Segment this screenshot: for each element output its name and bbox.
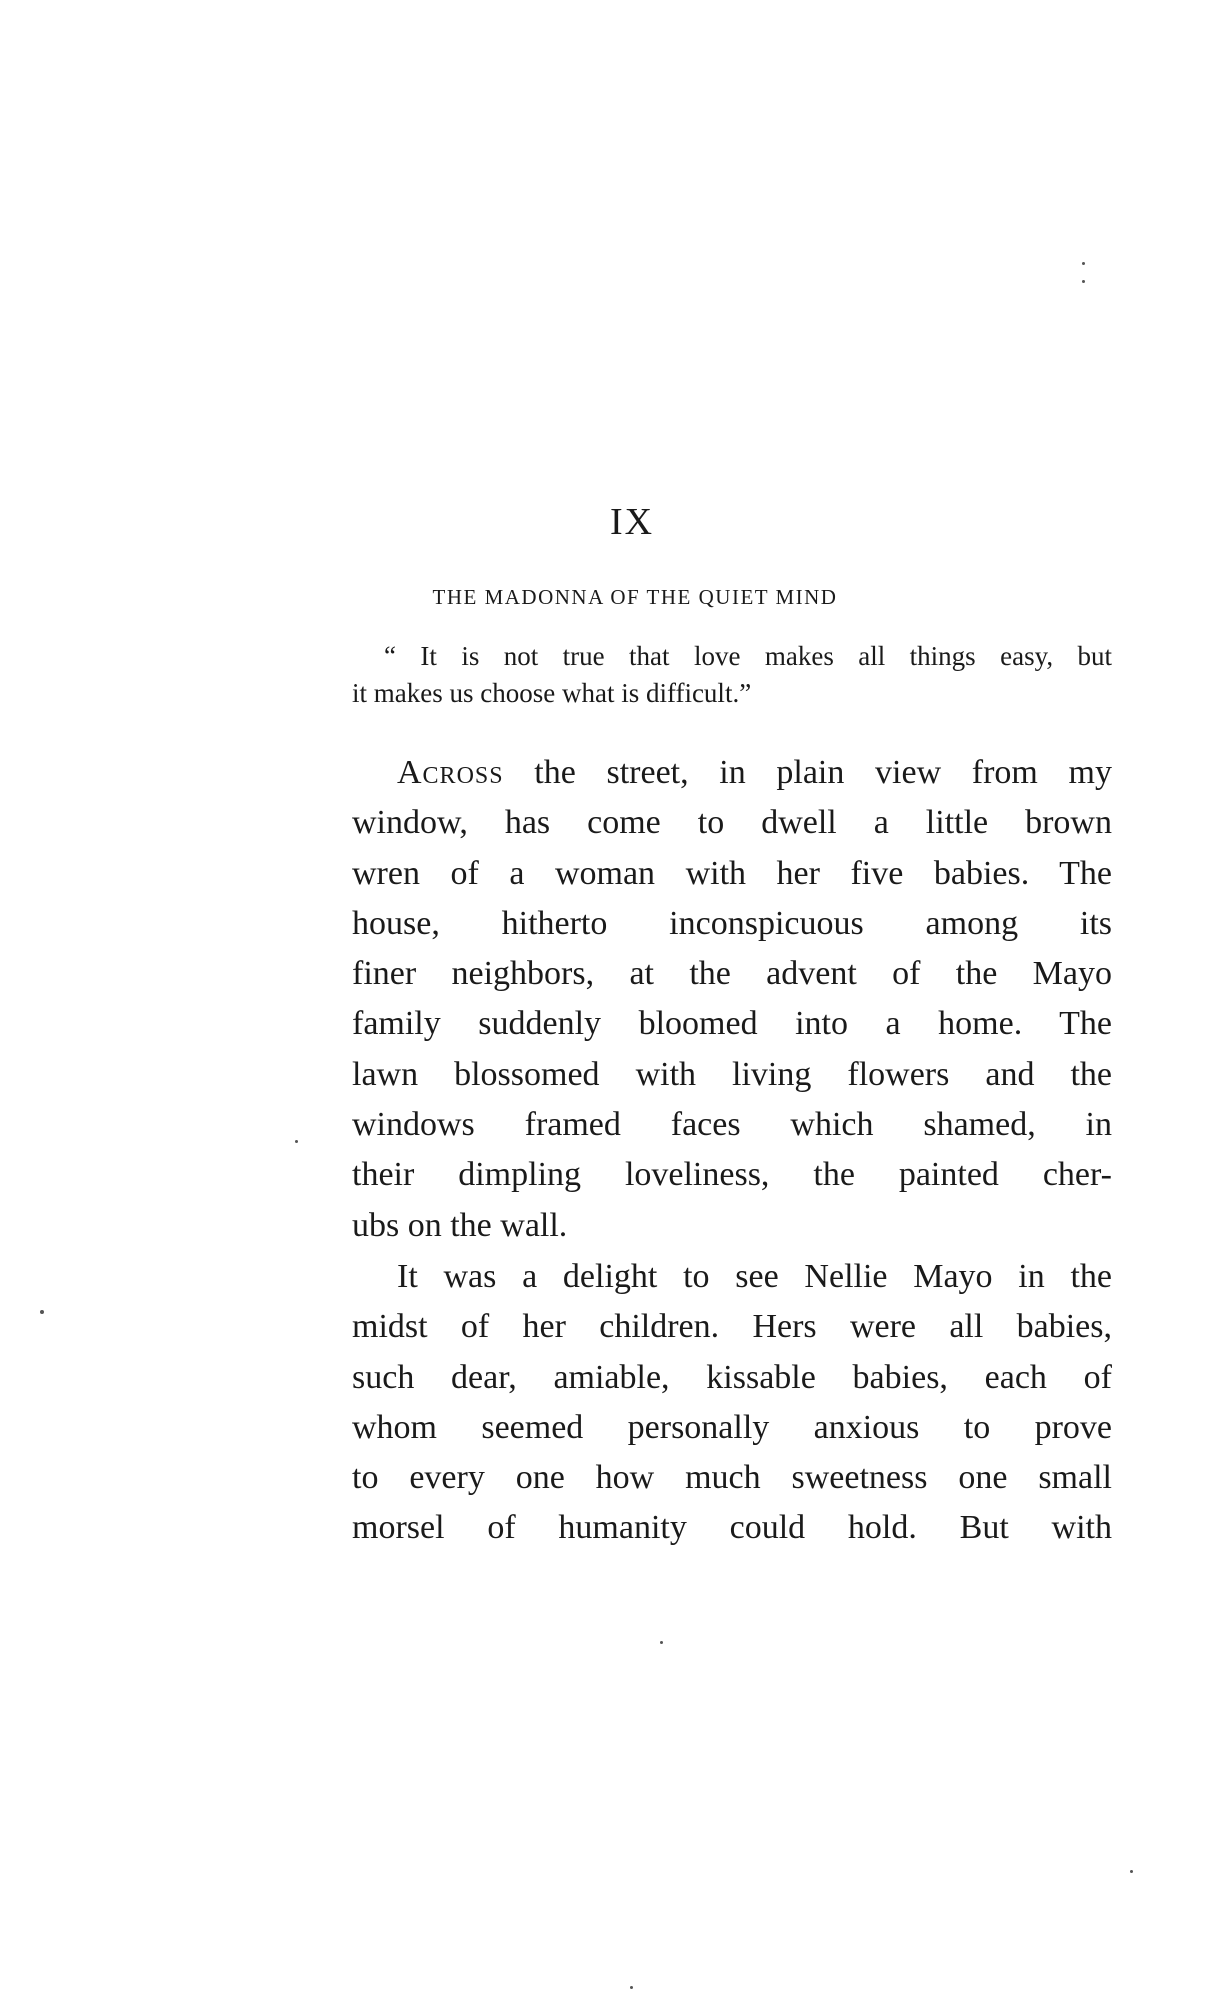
- paragraph-line: window, has come to dwell a little brown: [352, 804, 1112, 842]
- paragraph-line: wren of a woman with her five babies. The: [352, 854, 1112, 892]
- paragraph-line: family suddenly bloomed into a home. The: [352, 1005, 1112, 1043]
- paragraph: [352, 748, 1112, 1251]
- paragraph-line: finer neighbors, at the advent of the Mayo: [352, 955, 1112, 993]
- paragraph-line: ubs on the wall.: [352, 1206, 568, 1244]
- scan-speck: [1082, 280, 1085, 283]
- paragraph-line: lawn blossomed with living flowers and the: [352, 1055, 1112, 1093]
- line-text: the street, in plain view from my: [503, 754, 1112, 791]
- drop-lead-word: Across: [397, 754, 504, 791]
- scan-speck: [40, 1310, 44, 1314]
- chapter-number: IX: [609, 501, 655, 543]
- paragraph-line: windows framed faces which shamed, in: [352, 1106, 1112, 1144]
- chapter-title: THE MADONNA OF THE QUIET MIND: [432, 585, 838, 609]
- scan-speck: [660, 1641, 663, 1644]
- epigraph: [352, 638, 1112, 712]
- scan-speck: [1082, 262, 1085, 265]
- scan-speck: [630, 1986, 633, 1989]
- paragraph-line: [352, 748, 1112, 798]
- paragraph-line: morsel of humanity could hold. But with: [352, 1509, 1112, 1547]
- scan-speck: [1130, 1870, 1133, 1873]
- paragraph: [352, 1252, 1112, 1554]
- paragraph-line: their dimpling loveliness, the painted cher-: [352, 1156, 1112, 1194]
- scan-speck: [295, 1140, 298, 1143]
- paragraph-line: It was a delight to see Nellie Mayo in the: [397, 1258, 1112, 1295]
- epigraph-line: “ It is not true that love makes all things easy, but: [384, 641, 1112, 671]
- paragraph-line: to every one how much sweetness one small: [352, 1459, 1112, 1497]
- epigraph-line: it makes us choose what is difficult.”: [352, 678, 752, 708]
- paragraph-line: whom seemed personally anxious to prove: [352, 1408, 1112, 1446]
- paragraph-line: such dear, amiable, kissable babies, each of: [352, 1358, 1112, 1396]
- paragraph-line: house, hitherto inconspicuous among its: [352, 904, 1112, 942]
- paragraph-line: midst of her children. Hers were all babies,: [352, 1308, 1112, 1346]
